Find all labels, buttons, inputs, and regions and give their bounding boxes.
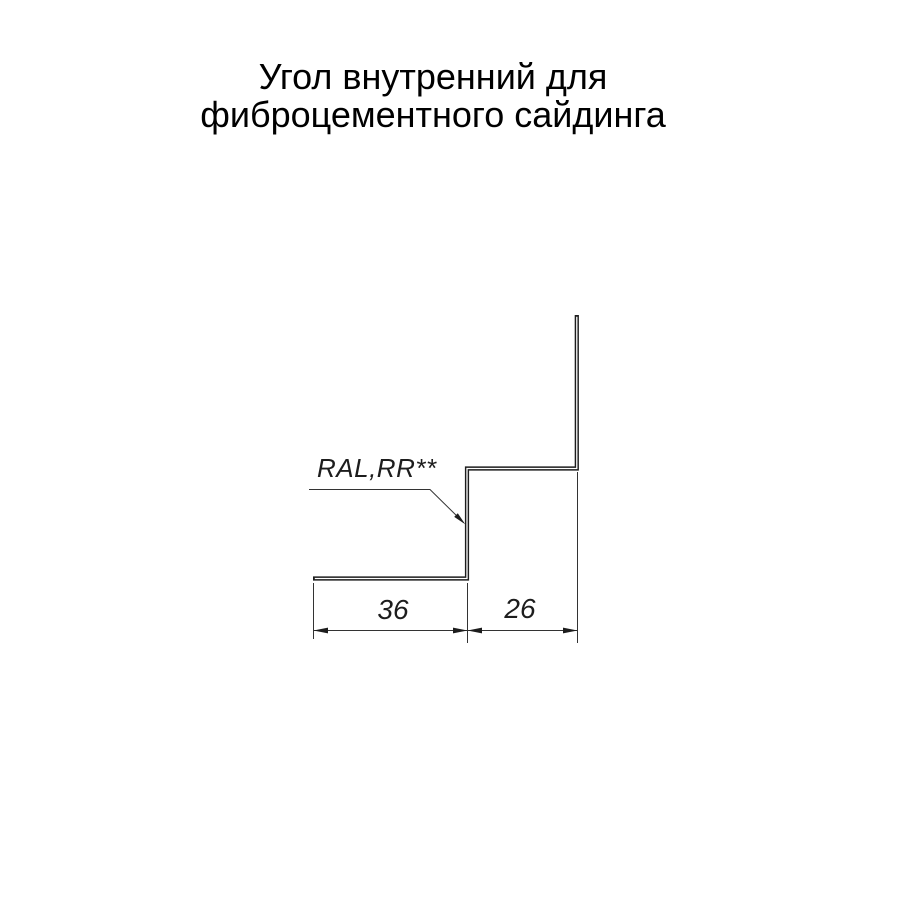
material-label: RAL,RR** (317, 453, 437, 483)
dimension-arrow-36-right (453, 628, 468, 634)
page-title-line1: Угол внутренний для (258, 56, 608, 97)
dimension-arrow-36-left (314, 628, 329, 634)
dimension-arrow-26-left (468, 628, 483, 634)
profile-core-gap (315, 317, 577, 579)
page-title-line2: фиброцементного сайдинга (200, 94, 666, 135)
leader-line (309, 490, 464, 523)
dimension-arrow-26-right (563, 628, 578, 634)
dimension-text-26: 26 (504, 593, 536, 624)
profile-outline (313, 315, 577, 579)
dimension-text-36: 36 (377, 594, 409, 625)
